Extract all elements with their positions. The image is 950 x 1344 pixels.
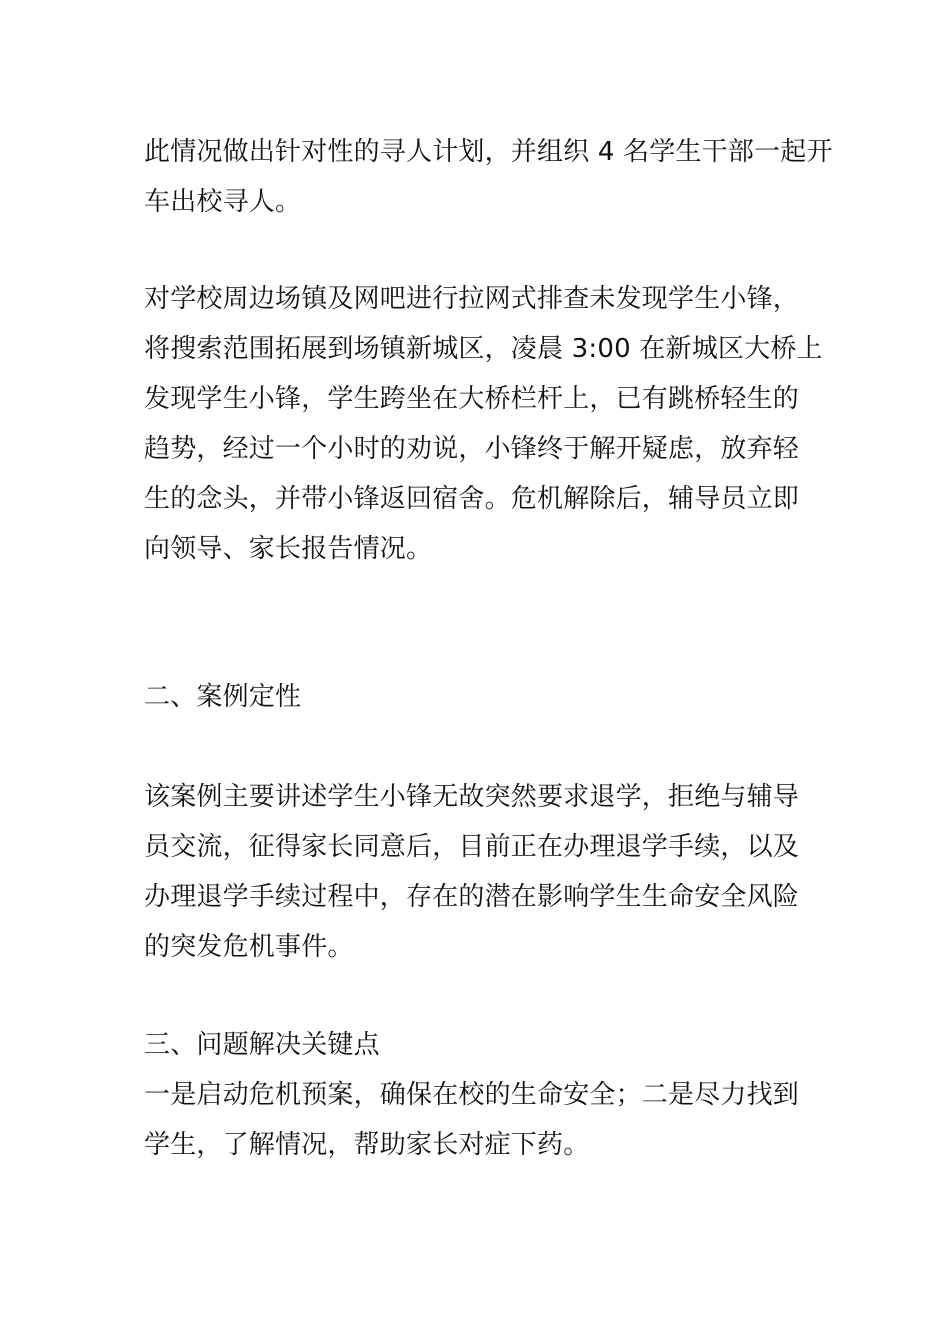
paragraph-2-line-5: 生的念头，并带小锋返回宿舍。危机解除后，辅导员立即 xyxy=(144,484,800,514)
section-heading-3: 三、问题解决关键点 xyxy=(144,1030,380,1060)
section-heading-2: 二、案例定性 xyxy=(144,682,302,712)
paragraph-2-line-2: 将搜索范围拓展到场镇新城区，凌晨 3:00 在新城区大桥上 xyxy=(144,334,823,364)
paragraph-2-line-1: 对学校周边场镇及网吧进行拉网式排查未发现学生小锋， xyxy=(144,284,800,314)
paragraph-4-line-1: 一是启动危机预案，确保在校的生命安全；二是尽力找到 xyxy=(144,1080,800,1110)
paragraph-3-line-1: 该案例主要讲述学生小锋无故突然要求退学，拒绝与辅导 xyxy=(144,782,800,812)
paragraph-4-line-2: 学生，了解情况，帮助家长对症下药。 xyxy=(144,1130,590,1160)
paragraph-3-line-3: 办理退学手续过程中，存在的潜在影响学生生命安全风险 xyxy=(144,882,800,912)
paragraph-2-line-6: 向领导、家长报告情况。 xyxy=(144,534,433,564)
paragraph-1-line-2: 车出校寻人。 xyxy=(144,187,302,217)
paragraph-1-line-1: 此情况做出针对性的寻人计划，并组织 4 名学生干部一起开 xyxy=(144,137,833,167)
paragraph-2-line-4: 趋势，经过一个小时的劝说，小锋终于解开疑虑，放弃轻 xyxy=(144,434,800,464)
paragraph-2-line-3: 发现学生小锋，学生跨坐在大桥栏杆上，已有跳桥轻生的 xyxy=(144,384,800,414)
paragraph-3-line-4: 的突发危机事件。 xyxy=(144,932,354,962)
paragraph-3-line-2: 员交流，征得家长同意后，目前正在办理退学手续，以及 xyxy=(144,832,800,862)
